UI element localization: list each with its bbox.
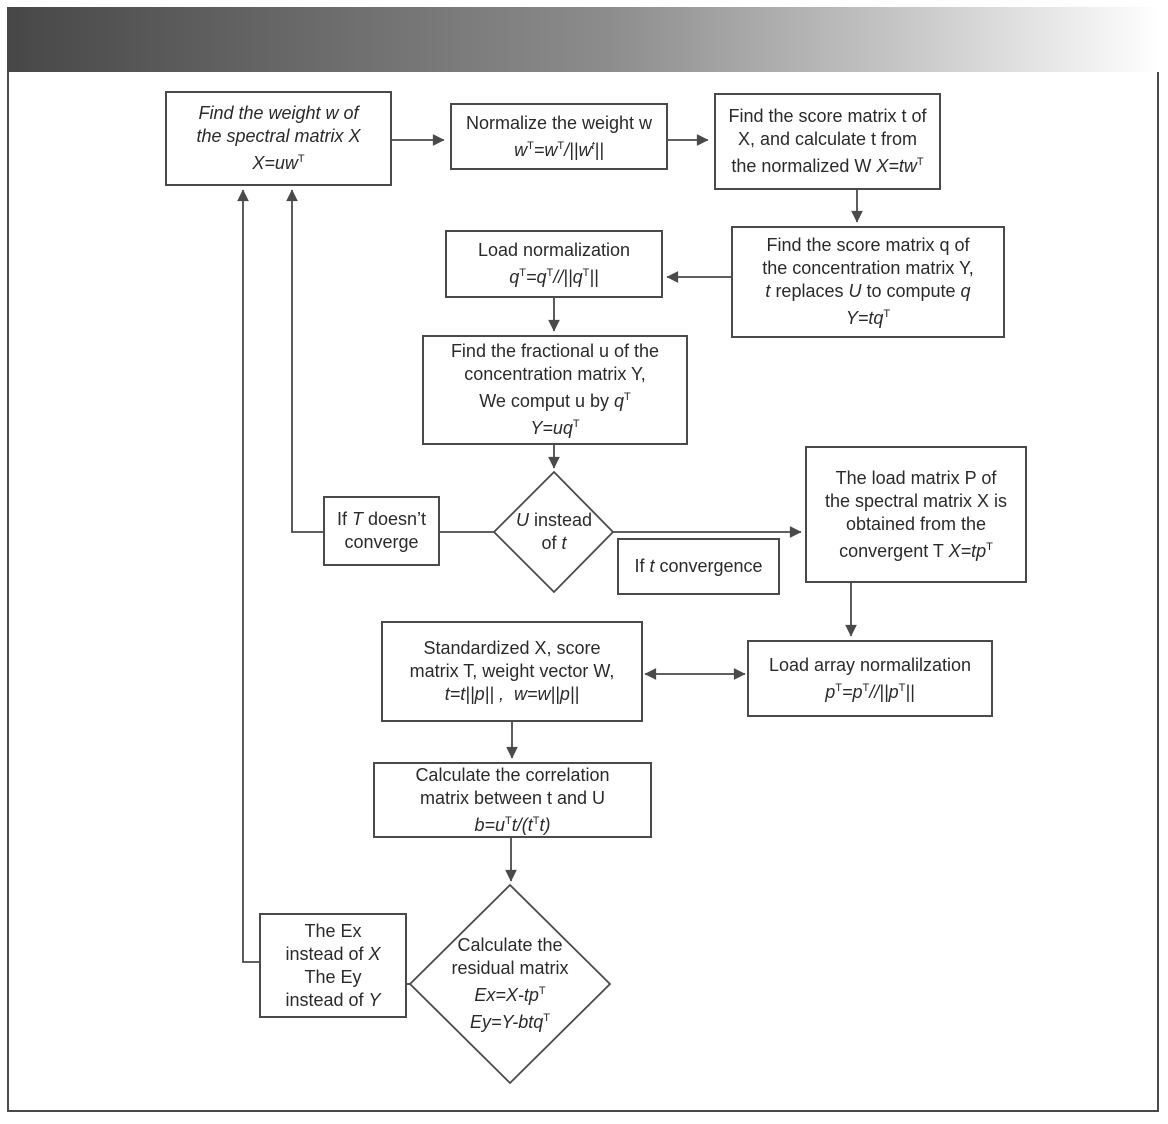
text-line: The load matrix P of — [835, 467, 997, 488]
text-line: The Ex — [304, 920, 362, 941]
text-line: Load normalization — [477, 240, 631, 260]
text-line: $Y=tq^T$ — [845, 308, 891, 328]
text-line: of t — [541, 533, 567, 553]
text-line: instead of Y — [285, 989, 381, 1010]
label-if-t-doesnt-converge — [323, 496, 440, 566]
text-line: the normalized W $X=tw^T$ — [731, 156, 924, 176]
text-line: obtained from the — [845, 513, 987, 534]
text-line: the spectral matrix X is — [824, 490, 1008, 511]
node-load-matrix-p — [805, 446, 1027, 583]
text-line: Find the score matrix q of — [766, 235, 970, 255]
text-line: Load array normalilzation — [768, 654, 972, 675]
text-line: The Ey — [304, 966, 362, 987]
node-standardized-x — [381, 621, 643, 722]
text-line: residual matrix — [451, 958, 569, 978]
node-normalize-weight — [450, 103, 668, 170]
label-if-t-convergence — [617, 538, 780, 595]
node-ex-ey-substitution — [259, 913, 407, 1018]
node-correlation-matrix — [373, 762, 652, 838]
text-line: Calculate the — [457, 935, 563, 955]
text-line: the concentration matrix Y, — [762, 258, 974, 278]
node-score-matrix-q — [731, 226, 1005, 338]
text-line: $X=uw^T$ — [252, 153, 305, 173]
text-line: matrix T, weight vector W, — [409, 661, 615, 681]
text-line: If T doesn’t — [336, 509, 427, 529]
text-line: Find the score matrix t of — [728, 106, 927, 126]
text-line: We comput u by $q^T$ — [479, 391, 631, 411]
text-line: t replaces U to compute q — [765, 281, 971, 301]
text-line: t=t||p|| , w=w||p|| — [444, 684, 580, 704]
text-line: If t convergence — [634, 556, 763, 576]
text-line: $q^T=q^T//||q^T||$ — [509, 267, 599, 287]
text-line: $Ex=X-tp^T$ — [474, 985, 546, 1005]
text-line: X, and calculate t from — [737, 129, 918, 149]
text-line: $Y=uq^T$ — [530, 418, 580, 438]
text-line: instead of X — [285, 943, 381, 964]
decision-u-instead-of-t-label — [494, 472, 614, 592]
decision-residual-matrix-label — [415, 900, 605, 1068]
text-line: Standardized X, score — [423, 638, 601, 658]
node-score-matrix-t — [714, 93, 941, 190]
text-line: $w^T=w^T/||w^t||$ — [514, 139, 604, 160]
text-line: Calculate the correlation — [415, 764, 610, 785]
node-load-array-normalization — [747, 640, 993, 717]
arrow-exey-to-findweight — [243, 190, 259, 962]
text-line: $p^T=p^T//||p^T||$ — [825, 681, 915, 702]
text-line: concentration matrix Y, — [464, 364, 646, 384]
text-line: the spectral matrix X — [196, 126, 361, 146]
text-line: matrix between t and U — [419, 787, 606, 808]
text-line: convergent T $X=tp^T$ — [839, 540, 993, 561]
text-line: Find the fractional u of the — [450, 341, 660, 361]
node-fractional-u — [422, 335, 688, 445]
text-line: U instead — [515, 510, 593, 530]
text-line: converge — [344, 532, 419, 552]
node-load-normalization — [445, 230, 663, 298]
text-line: Find the weight w of — [198, 103, 359, 123]
text-line: Normalize the weight w — [465, 112, 653, 133]
text-line: Ey=Y-btq$^T$ — [470, 1012, 550, 1032]
node-find-weight — [165, 91, 392, 186]
text-line: $b=u^Tt/(t^Tt)$ — [474, 814, 551, 835]
